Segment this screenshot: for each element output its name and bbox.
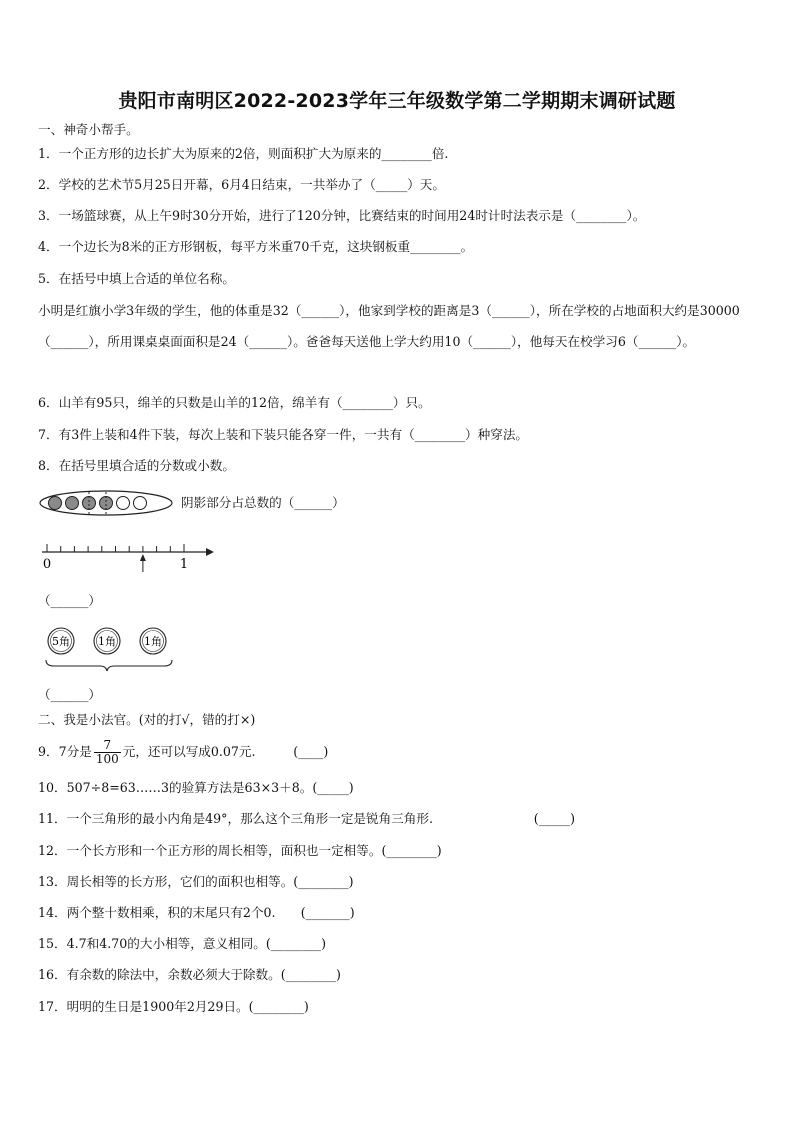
question-16: 16．有余数的除法中，余数必须大于除数。(________): [38, 967, 341, 982]
question-8b-blank: （______）: [38, 593, 101, 608]
question-5: 5．在括号中填上合适的单位名称。: [38, 271, 235, 286]
question-11: 11．一个三角形的最小内角是49°，那么这个三角形一定是锐角三角形. (_____): [38, 811, 576, 826]
coin-label-2: 1角: [98, 635, 116, 648]
fraction-7-100: [94, 739, 121, 766]
ruler-ticks: [47, 544, 184, 552]
coin-label-1: 5角: [52, 635, 70, 648]
shaded-circle: [100, 497, 113, 510]
arrow-head: [140, 554, 146, 561]
question-3: 3．一场篮球赛，从上午9时30分开始，进行了120分钟，比赛结束的时间用24时计时法表示是（________）。: [38, 208, 646, 223]
question-4: 4．一个边长为8米的正方形钢板，每平方米重70千克，这块钢板重________。: [38, 239, 474, 254]
question-6: 6．山羊有95只，绵羊的只数是山羊的12倍，绵羊有（________）只。: [38, 395, 431, 410]
empty-circle: [117, 497, 130, 510]
curly-brace-icon: [46, 660, 172, 671]
fraction-numerator: 7: [94, 739, 121, 753]
section2-heading: 二、我是小法官。(对的打√，错的打×): [38, 712, 256, 727]
shaded-circle: [66, 497, 79, 510]
coins-figure: [40, 624, 180, 672]
ruler-end-label: 1: [179, 557, 189, 572]
coin-1jiao-b: [140, 628, 166, 654]
question-2: 2．学校的艺术节5月25日开幕，6月4日结束，一共举办了（_____）天。: [38, 177, 445, 192]
question-9: [38, 737, 328, 767]
question-14: 14．两个整十数相乘，积的末尾只有2个0. (_______): [38, 905, 355, 920]
shaded-circle: [83, 497, 96, 510]
section1-heading: 一、神奇小帮手。: [38, 122, 139, 137]
question-1: 1．一个正方形的边长扩大为原来的2倍，则面积扩大为原来的________倍.: [38, 146, 449, 161]
fraction-denominator: 100: [95, 752, 119, 766]
question-12: 12．一个长方形和一个正方形的周长相等，面积也一定相等。(________): [38, 843, 442, 858]
arrow-right-icon: [206, 548, 214, 556]
question-13: 13．周长相等的长方形，它们的面积也相等。(________): [38, 874, 354, 889]
question-17: 17．明明的生日是1900年2月29日。(________): [38, 999, 309, 1014]
coin-1jiao-a: [94, 628, 120, 654]
up-arrow-icon: [140, 554, 146, 572]
question-8a-label: 阴影部分占总数的（______）: [181, 495, 345, 510]
coin-5jiao: [48, 628, 74, 654]
question-8: 8．在括号里填合适的分数或小数。: [38, 458, 235, 473]
question-8c-blank: （______）: [38, 687, 101, 702]
page-title: 贵阳市南明区2022-2023学年三年级数学第二学期期末调研试题: [118, 90, 676, 112]
circle-group: [49, 497, 147, 510]
question-5-body: 小明是红旗小学3年级的学生，他的体重是32（______），他家到学校的距离是3（______），所在学校的占地面积大约是30000（______），所用课桌桌面面积是24（______）。爸爸每天送他上学大约用10（______），他每天在校学习6（______）。: [38, 303, 740, 349]
question-10: 10．507÷8=63……3的验算方法是63×3＋8。(_____): [38, 780, 354, 795]
shaded-circle: [49, 497, 62, 510]
question-9-prefix: 9．7分是: [38, 744, 92, 759]
ruler-start-label: 0: [42, 557, 52, 572]
number-line-figure: [38, 538, 218, 574]
question-15: 15．4.7和4.70的大小相等，意义相同。(________): [38, 936, 327, 951]
circles-figure: [38, 488, 178, 518]
question-9-suffix: 元，还可以写成0.07元. (____): [122, 744, 329, 759]
question-7: 7．有3件上装和4件下装，每次上装和下装只能各穿一件，一共有（________）种穿法。: [38, 427, 529, 442]
coin-label-3: 1角: [144, 635, 162, 648]
empty-circle: [134, 497, 147, 510]
